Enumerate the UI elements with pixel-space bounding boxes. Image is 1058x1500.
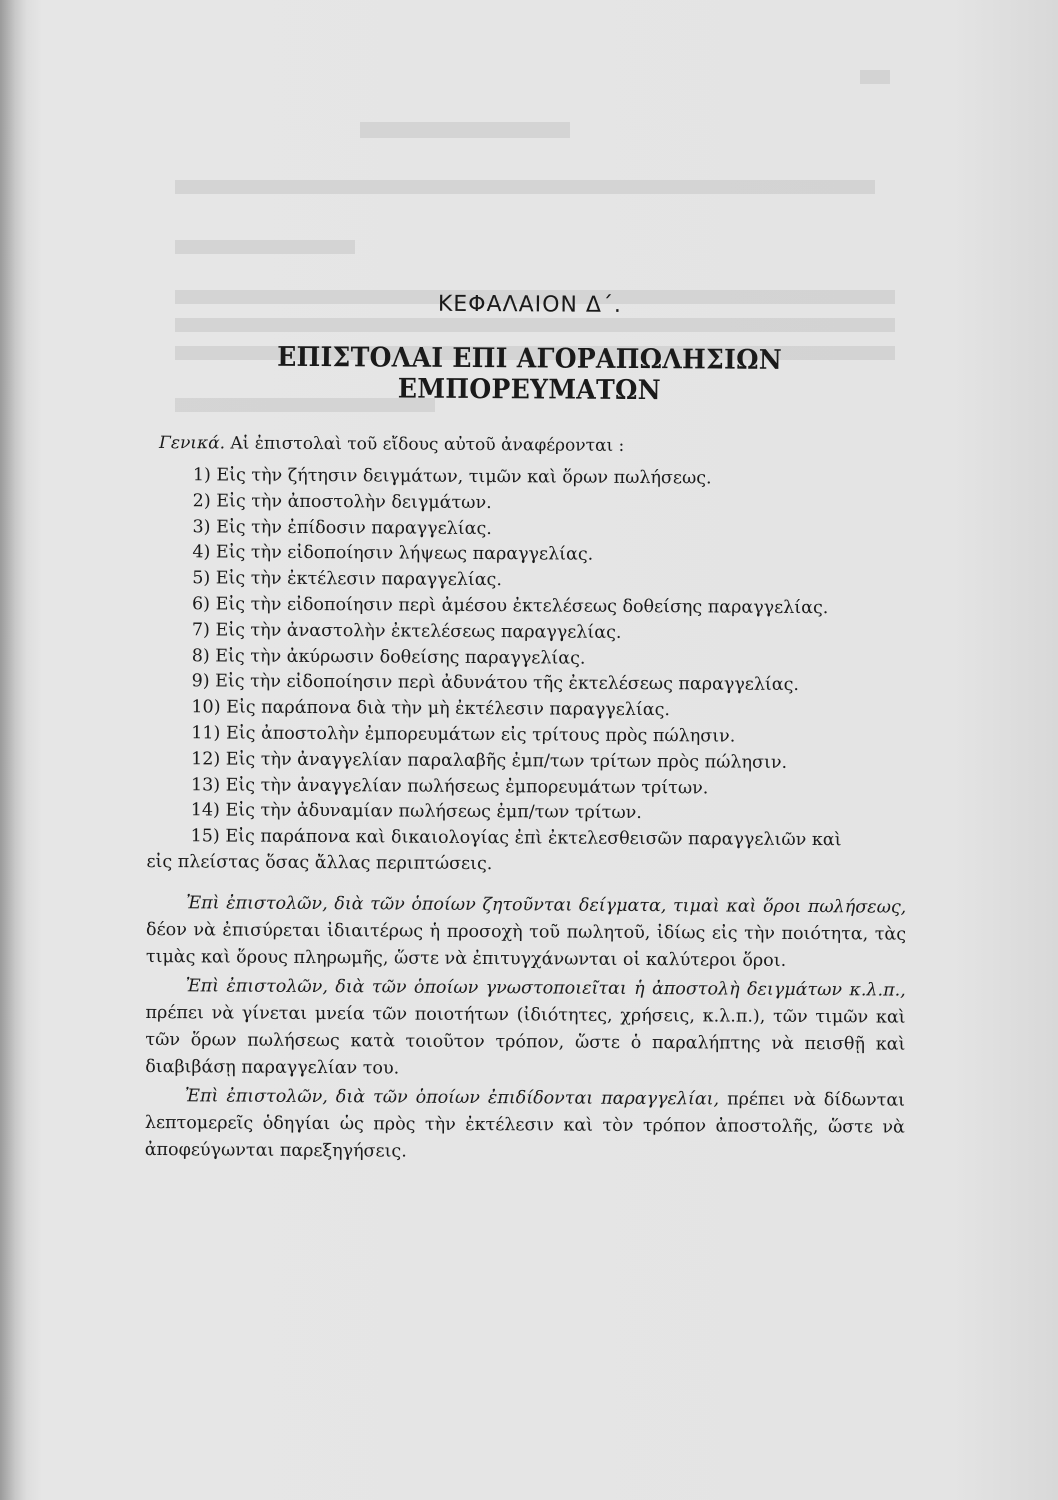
- item-number: 15): [190, 826, 220, 847]
- item-number: 12): [191, 749, 221, 770]
- paragraph-text: δέον νὰ ἐπισύρεται ἰδιαιτέρως ἡ προσοχὴ τοῦ πωλητοῦ, ἰδίως εἰς τὴν ποιότητα, τὰς τιμὰς καὶ ὅρους πληρωμῆς, ὥστε νὰ ἐπιτυγχάνωνται οἱ καλύτεροι ὅροι.: [145, 919, 907, 971]
- paragraph-lead: Ἐπὶ ἐπιστολῶν, διὰ τῶν ὁποίων ἐπιδίδονται παραγγελίαι,: [185, 1085, 720, 1110]
- item-text: Εἰς τὴν ἀποστολὴν δειγμάτων.: [216, 491, 492, 513]
- item-number: 2): [192, 491, 211, 512]
- item-text: Εἰς τὴν ἐπίδοσιν παραγγελίας.: [216, 517, 492, 539]
- item-text: Εἰς τὴν ἀκύρωσιν δοθείσης παραγγελίας.: [215, 645, 586, 669]
- item-text: Εἰς τὴν ἀδυναμίαν πωλήσεως ἐμπ/των τρίτων.: [225, 800, 642, 824]
- paragraph-lead: Ἐπὶ ἐπιστολῶν, διὰ τῶν ὁποίων γνωστοποιεῖται ἡ ἀποστολὴ δειγμάτων κ.λ.π.,: [185, 975, 906, 1001]
- item-text: Εἰς παράπονα καὶ δικαιολογίας ἐπὶ ἐκτελεσθεισῶν παραγγελιῶν καὶ: [225, 826, 842, 851]
- intro-line: [159, 433, 909, 458]
- item-number: 7): [191, 620, 210, 641]
- item-text: Εἰς τὴν εἰδοποίησιν περὶ ἀδυνάτου τῆς ἐκτελέσεως παραγγελίας.: [215, 671, 800, 696]
- intro-label: Γενικά.: [159, 433, 226, 454]
- item-number: 4): [192, 542, 211, 563]
- item-number: 10): [191, 697, 221, 718]
- item-text: Εἰς τὴν ζήτησιν δειγμάτων, τιμῶν καὶ ὅρων πωλήσεως.: [216, 465, 712, 489]
- paragraph: [146, 890, 906, 976]
- item-number: 9): [191, 671, 210, 692]
- item-number: 13): [190, 774, 221, 795]
- item-text: Εἰς τὴν ἐκτέλεσιν παραγγελίας.: [215, 568, 502, 591]
- item-number: 14): [190, 800, 220, 821]
- page-title: ΕΠΙΣΤΟΛΑΙ ΕΠΙ ΑΓΟΡΑΠΩΛΗΣΙΩΝ ΕΜΠΟΡΕΥΜΑΤΩΝ: [277, 341, 783, 407]
- paragraph: [145, 1083, 905, 1169]
- item-number: 1): [192, 465, 211, 486]
- chapter-heading: ΚΕΦΑΛΑΙΟΝ Δ΄.: [437, 291, 623, 318]
- item-text: Εἰς τὴν ἀναγγελίαν παραλαβῆς ἐμπ/των τρίτων πρὸς πώλησιν.: [225, 749, 788, 773]
- paragraph-lead: Ἐπὶ ἐπιστολῶν, διὰ τῶν ὁποίων ζητοῦνται δείγματα, τιμαὶ καὶ ὅροι πωλήσεως,: [186, 892, 907, 918]
- item-number: 6): [192, 594, 211, 615]
- item-text: Εἰς ἀποστολὴν ἐμπορευμάτων εἰς τρίτους πρὸς πώλησιν.: [225, 723, 736, 747]
- intro-text: Αἱ ἐπιστολαὶ τοῦ εἴδους αὐτοῦ ἀναφέρονται :: [230, 433, 625, 456]
- paragraph-text: πρέπει νὰ δίδωνται λεπτομερεῖς ὁδηγίαι ὡς πρὸς τὴν ἐκτέλεσιν καὶ τὸν τρόπον ἀποστολῆς, ὥστε νὰ ἀποφεύγωνται παρεξηγήσεις.: [144, 1089, 906, 1162]
- page-content: [145, 290, 910, 1170]
- item-text: Εἰς τὴν ἀναστολὴν ἐκτελέσεως παραγγελίας.: [215, 620, 622, 643]
- list-item-continuation: εἰς πλείστας ὅσας ἄλλας περιπτώσεις.: [146, 851, 493, 875]
- item-number: 3): [192, 516, 211, 537]
- item-number: 5): [192, 568, 211, 589]
- item-text: Εἰς τὴν εἰδοποίησιν λήψεως παραγγελίας.: [215, 542, 594, 566]
- item-text: Εἰς παράπονα διὰ τὴν μὴ ἐκτέλεσιν παραγγελίας.: [226, 697, 671, 721]
- item-text: Εἰς τὴν εἰδοποίησιν περὶ ἀμέσου ἐκτελέσεως δοθείσης παραγγελίας.: [215, 594, 829, 619]
- item-number: 8): [191, 645, 210, 666]
- item-number: 11): [191, 723, 221, 744]
- item-list: [146, 463, 909, 880]
- paragraph-text: πρέπει νὰ γίνεται μνεία τῶν ποιοτήτων (ἰδιότητες, χρήσεις, κ.λ.π.), τῶν τιμῶν καὶ τῶν ὅρων πωλήσεως κατὰ τοιοῦτον τρόπον, ὥστε ὁ παραλήπτης νὰ πεισθῇ καὶ διαβιβάσῃ παραγγελίαν του.: [145, 1002, 906, 1079]
- paragraph: [145, 973, 906, 1086]
- item-text: Εἰς τὴν ἀναγγελίαν πωλήσεως ἐμπορευμάτων τρίτων.: [225, 775, 709, 798]
